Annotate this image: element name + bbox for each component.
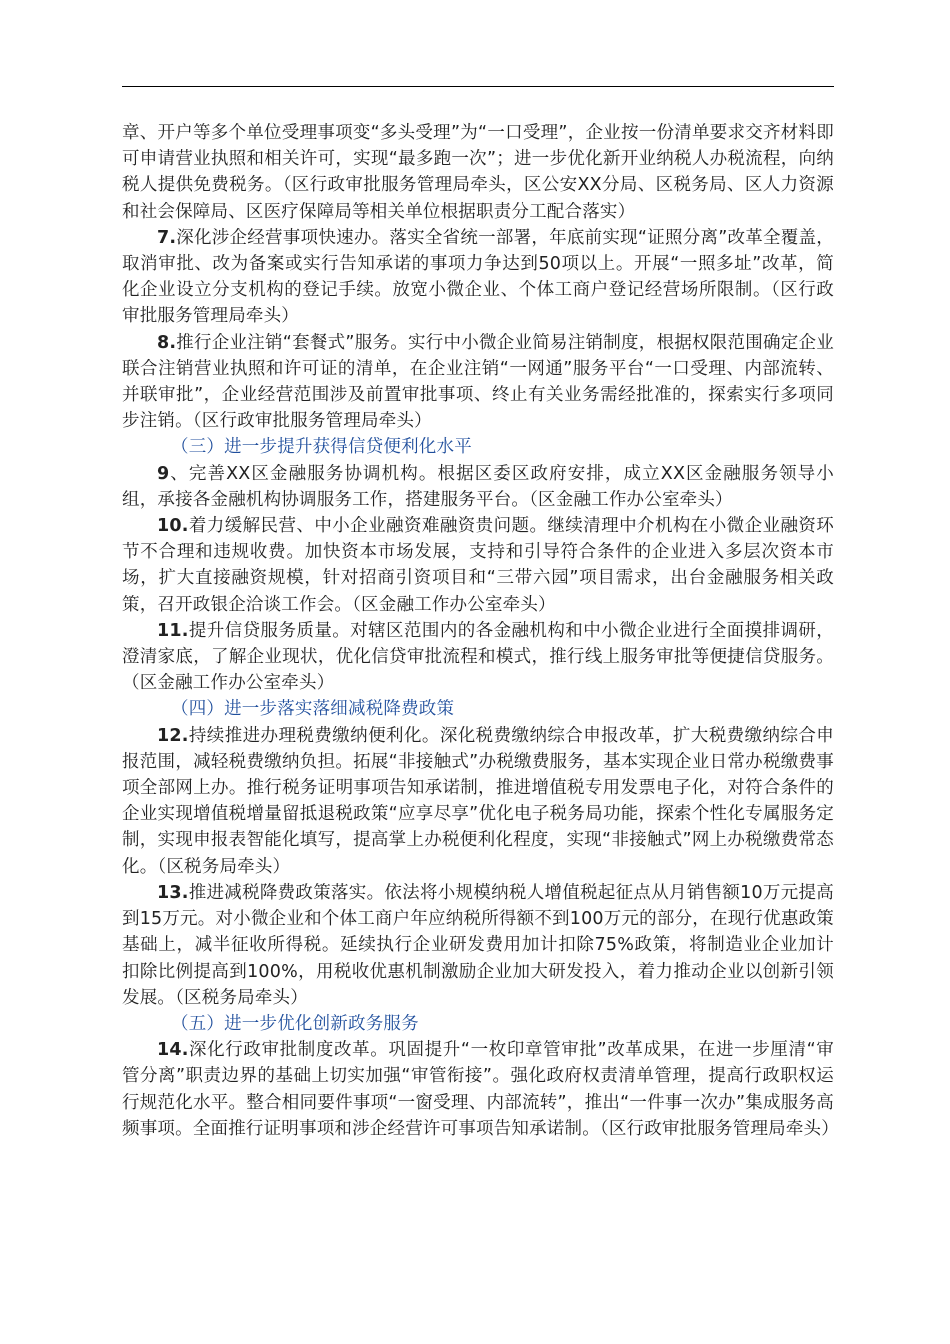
list-item-11 xyxy=(122,618,834,697)
section-heading-3: （三）进一步提升获得信贷便利化水平 xyxy=(171,437,472,458)
item-number: 11. xyxy=(157,620,189,641)
header-rule xyxy=(122,86,834,87)
item-number: 13. xyxy=(157,882,189,903)
item-text: 深化行政审批制度改革。巩固提升“一枚印章管审批”改革成果，在进一步厘清“审管分离”职责边界的基础上切实加强“审管衔接”。强化政府权责清单管理，提高行政职权运行规范化水平。整合相同要件事项“一窗受理、内部流转”，推出“一件事一次办”集成服务高频事项。全面推行证明事项和涉企经营许可事项告知承诺制。（区行政审批服务管理局牵头） xyxy=(122,1040,839,1139)
section-heading-5: （五）进一步优化创新政务服务 xyxy=(171,1013,419,1034)
item-text: 提升信贷服务质量。对辖区范围内的各金融机构和中小微企业进行全面摸排调研，澄清家底，了解企业现状，优化信贷审批流程和模式，推行线上服务审批等便捷信贷服务。（区金融工作办公室牵头） xyxy=(122,620,834,694)
item-text: 、完善XX区金融服务协调机构。根据区委区政府安排，成立XX区金融服务领导小组，承接各金融机构协调服务工作，搭建服务平台。（区金融工作办公室牵头） xyxy=(122,463,834,510)
item-text: 深化涉企经营事项快速办。落实全省统一部署，年底前实现“证照分离”改革全覆盖，取消审批、改为备案或实行告知承诺的事项力争达到50项以上。开展“一照多址”改革，简化企业设立分支机构的登记手续。放宽小微企业、个体工商户登记经营场所限制。（区行政审批服务管理局牵头） xyxy=(122,227,834,327)
item-number: 14. xyxy=(157,1040,189,1061)
list-item-9 xyxy=(122,461,834,513)
paragraph-continuation: 章、开户等多个单位受理事项变“多头受理”为“一口受理”，企业按一份清单要求交齐材料即可申请营业执照和相关许可，实现“最多跑一次”；进一步优化新开业纳税人办税流程，向纳税人提供免费税务。（区行政审批服务管理局牵头，区公安XX分局、区税务局、区人力资源和社会保障局、区医疗保障局等相关单位根据职责分工配合落实） xyxy=(122,123,834,222)
item-number: 10. xyxy=(157,516,189,537)
list-item-10 xyxy=(122,513,834,618)
list-item-14 xyxy=(122,1037,839,1142)
item-text: 推行企业注销“套餐式”服务。实行中小微企业简易注销制度，根据权限范围确定企业联合注销营业执照和许可证的清单，在企业注销“一网通”服务平台“一口受理、内部流转、并联审批”，企业经营范围涉及前置审批事项、终止有关业务需经批准的，探索实行多项同步注销。（区行政审批服务管理局牵头） xyxy=(122,332,834,432)
document-body xyxy=(122,120,839,1142)
item-number: 12. xyxy=(157,725,189,746)
list-item-13 xyxy=(122,880,834,1011)
item-text: 持续推进办理税费缴纳便利化。深化税费缴纳综合申报改革，扩大税费缴纳综合申报范围，减轻税费缴纳负担。拓展“非接触式”办税缴费服务，基本实现企业日常办税缴费事项全部网上办。推行税务证明事项告知承诺制，推进增值税专用发票电子化，对符合条件的企业实现增值税增量留抵退税政策“应享尽享”优化电子税务局功能，探索个性化专属服务定制，实现申报表智能化填写，提高掌上办税便利化程度，实现“非接触式”网上办税缴费常态化。（区税务局牵头） xyxy=(122,725,834,877)
item-text: 着力缓解民营、中小企业融资难融资贵问题。继续清理中介机构在小微企业融资环节不合理和违规收费。加快资本市场发展，支持和引导符合条件的企业进入多层次资本市场，扩大直接融资规模，针对招商引资项目和“三带六园”项目需求，出台金融服务相关政策，召开政银企洽谈工作会。（区金融工作办公室牵头） xyxy=(122,516,834,615)
item-number: 7. xyxy=(157,227,177,248)
item-text: 推进减税降费政策落实。依法将小规模纳税人增值税起征点从月销售额10万元提高到15万元。对小微企业和个体工商户年应纳税所得额不到100万元的部分，在现行优惠政策基础上，减半征收所得税。延续执行企业研发费用加计扣除75%政策，将制造业企业加计扣除比例提高到100%，用税收优惠机制激励企业加大研发投入，着力推动企业以创新引领发展。（区税务局牵头） xyxy=(122,882,834,1008)
section-heading-4: （四）进一步落实落细减税降费政策 xyxy=(171,699,455,720)
item-number: 8. xyxy=(157,332,177,353)
item-number: 9 xyxy=(157,463,170,484)
list-item-8 xyxy=(122,330,834,435)
list-item-7 xyxy=(122,225,834,330)
list-item-12 xyxy=(122,723,834,880)
